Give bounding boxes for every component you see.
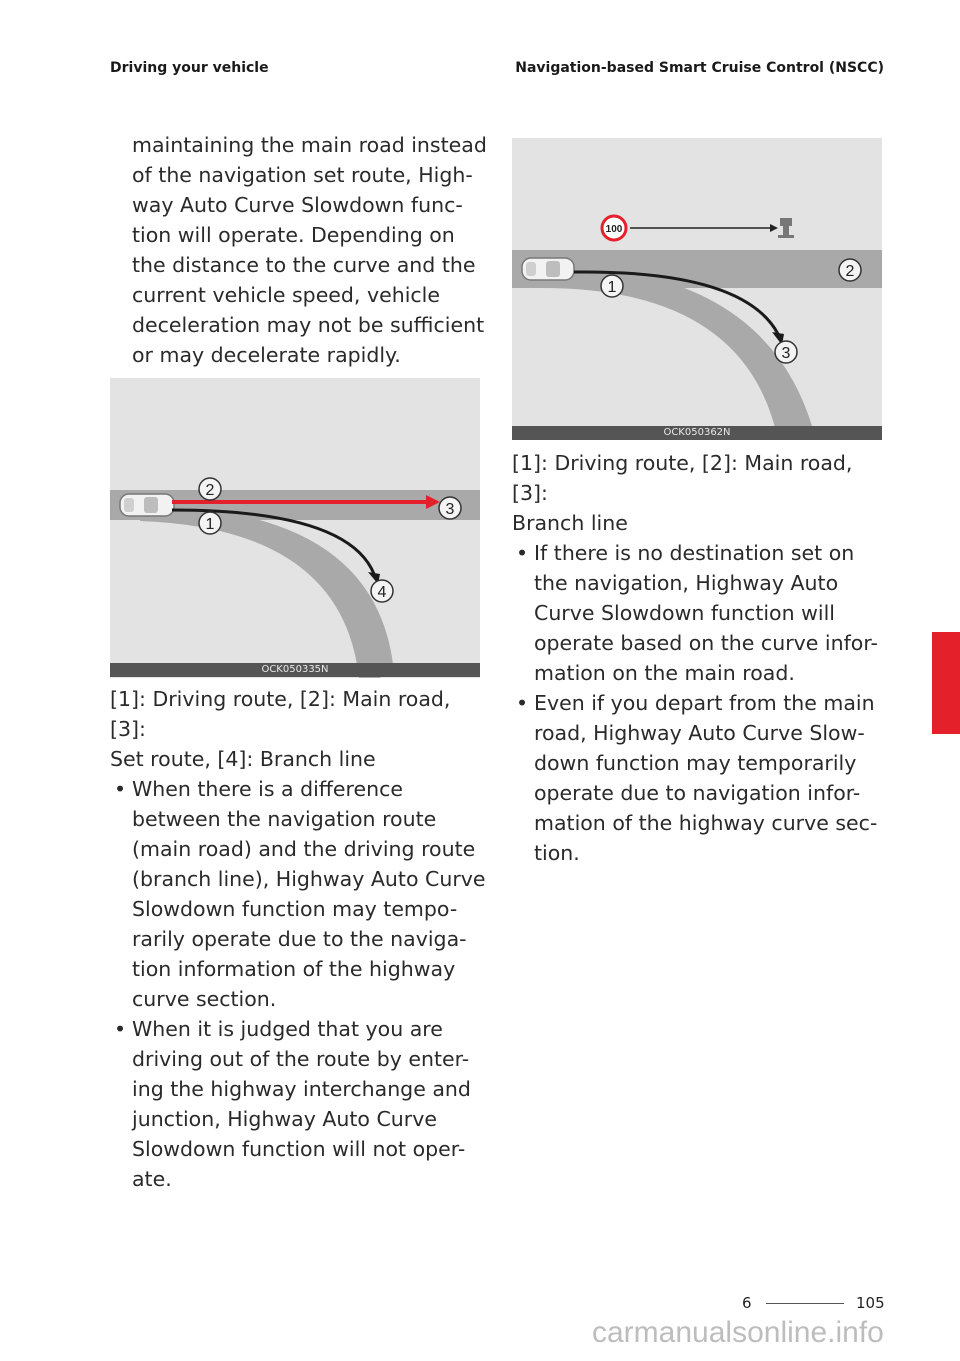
text-line: between the navigation route bbox=[132, 807, 437, 831]
text-line: mation of the highway curve sec- bbox=[534, 811, 878, 835]
text-line: the navigation, Highway Auto bbox=[534, 571, 839, 595]
speed-limit-sign-icon bbox=[602, 216, 626, 240]
text-line: tion. bbox=[534, 841, 580, 865]
text-line: mation on the main road. bbox=[534, 661, 795, 685]
chapter-side-number: 6 bbox=[938, 709, 952, 733]
marker-3 bbox=[775, 341, 797, 363]
svg-text:2: 2 bbox=[845, 263, 855, 280]
figure-caption-line: [1]: Driving route, [2]: Main road, [3]: bbox=[512, 451, 853, 505]
marker-1 bbox=[601, 275, 623, 297]
footer-chapter: 6 bbox=[742, 1294, 752, 1312]
bullet-item bbox=[512, 688, 892, 868]
right-caption-and-bullets bbox=[512, 448, 892, 868]
interchange-icon bbox=[778, 218, 794, 238]
distance-arrowhead bbox=[770, 224, 778, 232]
svg-text:3: 3 bbox=[445, 501, 455, 518]
text-line: tion will operate. Depending on bbox=[132, 223, 455, 247]
bullet-dot: • bbox=[114, 777, 127, 801]
figure-caption-line: [1]: Driving route, [2]: Main road, [3]: bbox=[110, 687, 451, 741]
text-line: deceleration may not be sufficient bbox=[132, 313, 485, 337]
left-caption-and-bullets bbox=[110, 684, 490, 1194]
running-header-section: Driving your vehicle bbox=[110, 60, 269, 76]
marker-3 bbox=[439, 497, 461, 519]
text-line: When it is judged that you are bbox=[132, 1017, 443, 1041]
marker-4 bbox=[371, 580, 393, 602]
text-line: current vehicle speed, vehicle bbox=[132, 283, 440, 307]
figure-code: OCK050335N bbox=[110, 663, 480, 677]
text-line: down function may temporarily bbox=[534, 751, 857, 775]
text-line: When there is a difference bbox=[132, 777, 404, 801]
text-line: of the navigation set route, High- bbox=[132, 163, 473, 187]
svg-text:3: 3 bbox=[781, 345, 791, 362]
marker-2 bbox=[839, 259, 861, 281]
car-icon bbox=[120, 494, 174, 516]
text-line: way Auto Curve Slowdown func- bbox=[132, 193, 463, 217]
text-line: road, Highway Auto Curve Slow- bbox=[534, 721, 865, 745]
road-diagram bbox=[512, 138, 882, 440]
text-line: If there is no destination set on bbox=[534, 541, 855, 565]
text-line: curve section. bbox=[132, 987, 277, 1011]
text-line: operate due to navigation infor- bbox=[534, 781, 861, 805]
bullet-item bbox=[512, 538, 892, 688]
figure-caption-line: Set route, [4]: Branch line bbox=[110, 747, 376, 771]
text-line: Curve Slowdown function will bbox=[534, 601, 835, 625]
svg-text:4: 4 bbox=[377, 584, 387, 601]
svg-text:100: 100 bbox=[605, 224, 623, 235]
figure-ock050362n bbox=[512, 138, 882, 440]
text-line: Even if you depart from the main bbox=[534, 691, 875, 715]
marker-1 bbox=[199, 512, 221, 534]
text-line: tion information of the highway bbox=[132, 957, 456, 981]
bullet-dot: • bbox=[516, 541, 529, 565]
running-header-title: Navigation-based Smart Cruise Control (NSCC) bbox=[515, 60, 884, 76]
branch-road bbox=[542, 266, 812, 440]
text-line: the distance to the curve and the bbox=[132, 253, 476, 277]
text-line: or may decelerate rapidly. bbox=[132, 343, 401, 367]
svg-text:2: 2 bbox=[205, 482, 215, 499]
bullet-item bbox=[110, 774, 490, 1014]
text-line: junction, Highway Auto Curve bbox=[132, 1107, 437, 1131]
text-line: rarily operate due to the naviga- bbox=[132, 927, 467, 951]
marker-2 bbox=[199, 478, 221, 500]
watermark: carmanualsonline.info bbox=[592, 1316, 884, 1349]
figure-code: OCK050362N bbox=[512, 426, 882, 440]
text-line: (branch line), Highway Auto Curve bbox=[132, 867, 486, 891]
text-line: ate. bbox=[132, 1167, 172, 1191]
bullet-dot: • bbox=[114, 1017, 127, 1041]
branch-road bbox=[140, 506, 393, 678]
text-line: maintaining the main road instead bbox=[132, 133, 487, 157]
car-icon bbox=[522, 258, 574, 280]
text-line: operate based on the curve infor- bbox=[534, 631, 878, 655]
text-line: Slowdown function may tempo- bbox=[132, 897, 458, 921]
svg-text:1: 1 bbox=[607, 279, 617, 296]
page-number: 105 bbox=[856, 1294, 885, 1312]
continued-paragraph bbox=[110, 130, 490, 370]
figure-ock050335n bbox=[110, 378, 480, 678]
text-line: (main road) and the driving route bbox=[132, 837, 476, 861]
road-diagram bbox=[110, 378, 480, 678]
text-line: ing the highway interchange and bbox=[132, 1077, 471, 1101]
footer-divider bbox=[766, 1303, 844, 1304]
text-line: Slowdown function will not oper- bbox=[132, 1137, 466, 1161]
figure-caption-line: Branch line bbox=[512, 511, 628, 535]
svg-text:1: 1 bbox=[205, 516, 215, 533]
bullet-item bbox=[110, 1014, 490, 1194]
text-line: driving out of the route by enter- bbox=[132, 1047, 470, 1071]
bullet-dot: • bbox=[516, 691, 529, 715]
